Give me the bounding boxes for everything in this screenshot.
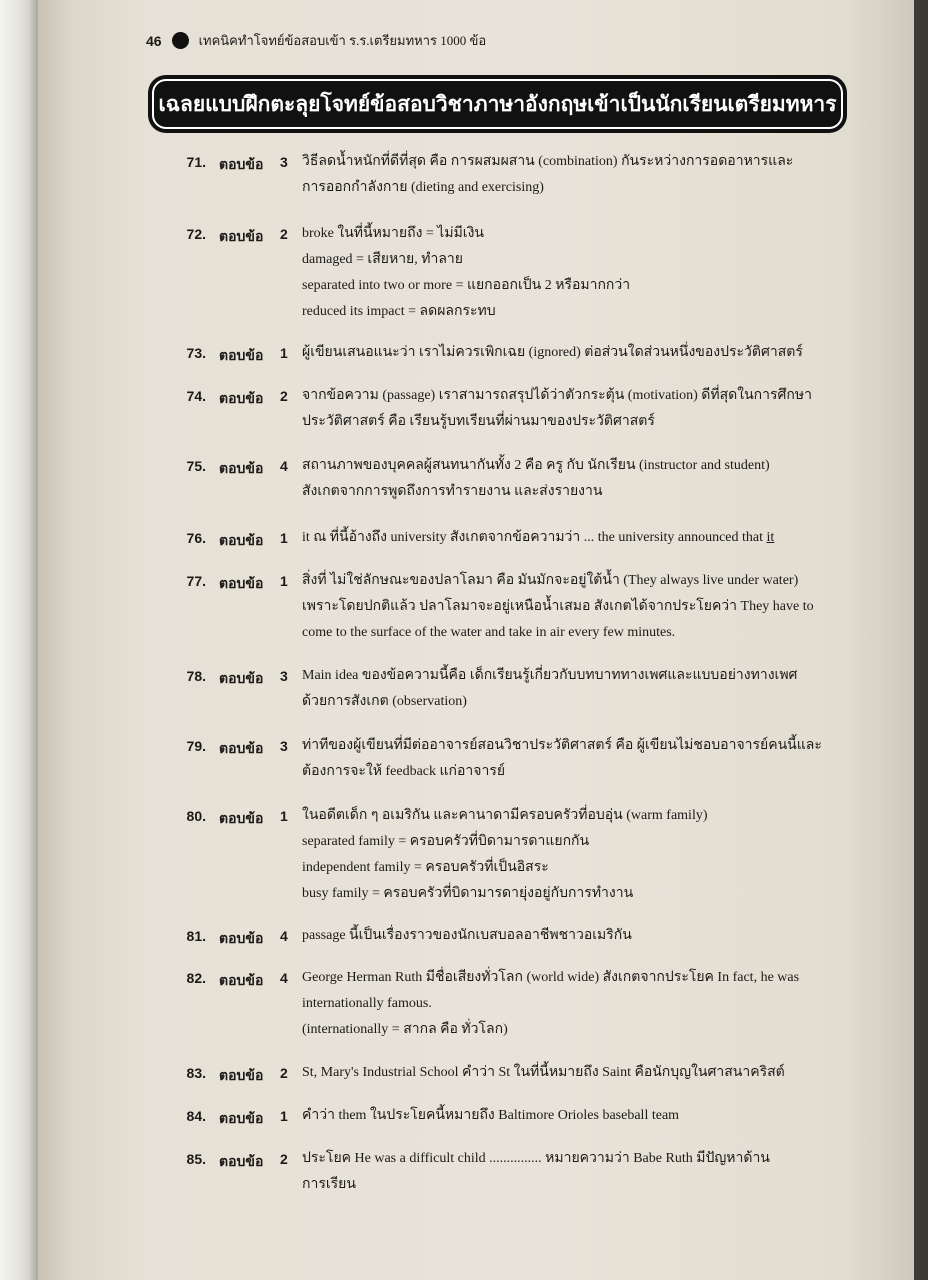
answer-number: 80. [186, 808, 206, 824]
explanation-line: การออกกำลังกาย (dieting and exercising) [302, 180, 544, 195]
answer-number: 82. [186, 970, 206, 986]
explanation-line: จากข้อความ (passage) เราสามารถสรุปได้ว่าตัวกระตุ้น (motivation) ดีที่สุดในการศึกษา [302, 388, 812, 403]
answer-number: 83. [186, 1065, 206, 1081]
explanation-line: St, Mary's Industrial School คำว่า St ในที่นี้หมายถึง Saint คือนักบุญในศาสนาคริสต์ [302, 1065, 785, 1080]
answer-choice: 1 [280, 530, 288, 546]
explanation-line: ประโยค He was a difficult child ............... หมายความว่า Babe Ruth มีปัญหาด้าน [302, 1151, 770, 1166]
answer-label: ตอบข้อ [219, 741, 264, 757]
answer-explanation [302, 1146, 848, 1198]
explanation-line: passage นี้เป็นเรื่องราวของนักเบสบอลอาชีพชาวอเมริกัน [302, 928, 632, 943]
answer-choice: 2 [280, 388, 288, 404]
answer-label: ตอบข้อ [219, 1068, 264, 1084]
explanation-line: สิ่งที่ ไม่ใช่ลักษณะของปลาโลมา คือ มันมักจะอยู่ใต้น้ำ (They always live under water) [302, 573, 799, 588]
answer-label: ตอบข้อ [219, 973, 264, 989]
answer-label: ตอบข้อ [219, 811, 264, 827]
explanation-line: come to the surface of the water and take in air every few minutes. [302, 625, 676, 640]
explanation-line: damaged = เสียหาย, ทำลาย [302, 252, 463, 267]
answer-label: ตอบข้อ [219, 229, 264, 245]
answer-number: 81. [186, 928, 206, 944]
explanation-line: separated into two or more = แยกออกเป็น 2 หรือมากกว่า [302, 278, 631, 293]
explanation-line: สังเกตจากการพูดถึงการทำรายงาน และส่งรายงาน [302, 484, 603, 499]
answer-explanation [302, 525, 848, 551]
explanation-line: ในอดีตเด็ก ๆ อเมริกัน และคานาดามีครอบครัวที่อบอุ่น (warm family) [302, 808, 708, 823]
answer-choice: 1 [280, 808, 288, 824]
explanation-line: (internationally = สากล คือ ทั่วโลก) [302, 1022, 508, 1037]
running-header [146, 30, 486, 51]
explanation-line: ท่าทีของผู้เขียนที่มีต่ออาจารย์สอนวิชาประวัติศาสตร์ คือ ผู้เขียนไม่ชอบอาจารย์คนนี้และ [302, 738, 822, 753]
answer-label: ตอบข้อ [219, 348, 264, 364]
answer-choice: 1 [280, 573, 288, 589]
explanation-line: วิธีลดน้ำหนักที่ดีที่สุด คือ การผสมผสาน (combination) กันระหว่างการอดอาหารและ [302, 154, 794, 169]
answer-label: ตอบข้อ [219, 1154, 264, 1170]
explanation-line: it ณ ที่นี้อ้างถึง university สังเกตจากข้อความว่า ... the university announced that it [302, 530, 775, 545]
answer-number: 73. [186, 345, 206, 361]
answer-choice: 4 [280, 928, 288, 944]
answer-explanation [302, 663, 848, 715]
answer-choice: 3 [280, 154, 288, 170]
answer-explanation [302, 965, 848, 1043]
explanation-line: การเรียน [302, 1177, 356, 1192]
book-page [38, 0, 914, 1280]
answer-explanation [302, 221, 848, 325]
explanation-line: busy family = ครอบครัวที่บิดามารดายุ่งอยู่กับการทำงาน [302, 886, 634, 901]
answer-choice: 3 [280, 738, 288, 754]
answer-number: 72. [186, 226, 206, 242]
answer-number: 78. [186, 668, 206, 684]
underlined-word: it [766, 530, 775, 545]
answer-explanation [302, 1103, 848, 1129]
answer-choice: 2 [280, 226, 288, 242]
answer-choice: 3 [280, 668, 288, 684]
answer-explanation [302, 803, 848, 907]
explanation-line: George Herman Ruth มีชื่อเสียงทั่วโลก (world wide) สังเกตจากประโยค In fact, he was [302, 970, 800, 985]
answer-number: 85. [186, 1151, 206, 1167]
explanation-line: internationally famous. [302, 996, 432, 1011]
answer-label: ตอบข้อ [219, 671, 264, 687]
answer-number: 79. [186, 738, 206, 754]
answer-number: 76. [186, 530, 206, 546]
answer-explanation [302, 1060, 848, 1086]
answer-number: 77. [186, 573, 206, 589]
answer-label: ตอบข้อ [219, 391, 264, 407]
answer-choice: 1 [280, 1108, 288, 1124]
book-page-edge [0, 0, 38, 1280]
book-spine-shadow [914, 0, 928, 1280]
answer-label: ตอบข้อ [219, 576, 264, 592]
answer-explanation [302, 568, 848, 646]
answer-number: 71. [186, 154, 206, 170]
explanation-line: ด้วยการสังเกต (observation) [302, 694, 467, 709]
answer-label: ตอบข้อ [219, 931, 264, 947]
answer-explanation [302, 149, 848, 201]
explanation-line: separated family = ครอบครัวที่บิดามารดาแยกกัน [302, 834, 590, 849]
answer-label: ตอบข้อ [219, 1111, 264, 1127]
answer-explanation [302, 453, 848, 505]
answer-choice: 1 [280, 345, 288, 361]
explanation-line: ประวัติศาสตร์ คือ เรียนรู้บทเรียนที่ผ่านมาของประวัติศาสตร์ [302, 414, 655, 429]
explanation-line: reduced its impact = ลดผลกระทบ [302, 304, 496, 319]
explanation-line: broke ในที่นี้หมายถึง = ไม่มีเงิน [302, 226, 484, 241]
running-title: เทคนิคทำโจทย์ข้อสอบเข้า ร.ร.เตรียมทหาร 1000 ข้อ [198, 33, 487, 48]
answer-explanation [302, 383, 848, 435]
answer-choice: 2 [280, 1151, 288, 1167]
explanation-line: คำว่า them ในประโยคนี้หมายถึง Baltimore Orioles baseball team [302, 1108, 680, 1123]
answer-number: 84. [186, 1108, 206, 1124]
answer-number: 75. [186, 458, 206, 474]
explanation-line: ผู้เขียนเสนอแนะว่า เราไม่ควรเพิกเฉย (ignored) ต่อส่วนใดส่วนหนึ่งของประวัติศาสตร์ [302, 345, 803, 360]
explanation-line: เพราะโดยปกติแล้ว ปลาโลมาจะอยู่เหนือน้ำเสมอ สังเกตได้จากประโยคว่า They have to [302, 599, 814, 614]
bullet-icon [172, 32, 189, 49]
explanation-line: Main idea ของข้อความนี้คือ เด็กเรียนรู้เกี่ยวกับบทบาททางเพศและแบบอย่างทางเพศ [302, 668, 798, 683]
answer-choice: 4 [280, 458, 288, 474]
answer-label: ตอบข้อ [219, 157, 264, 173]
banner-title: เฉลยแบบฝึกตะลุยโจทย์ข้อสอบวิชาภาษาอังกฤษเข้าเป็นนักเรียนเตรียมทหาร [152, 79, 843, 129]
page-number: 46 [146, 32, 162, 49]
answer-explanation [302, 923, 848, 949]
answer-label: ตอบข้อ [219, 533, 264, 549]
section-banner [148, 75, 847, 133]
answer-label: ตอบข้อ [219, 461, 264, 477]
answer-choice: 4 [280, 970, 288, 986]
answer-explanation [302, 733, 848, 785]
explanation-line: independent family = ครอบครัวที่เป็นอิสระ [302, 860, 549, 875]
answer-explanation [302, 340, 848, 366]
answer-choice: 2 [280, 1065, 288, 1081]
explanation-line: สถานภาพของบุคคลผู้สนทนากันทั้ง 2 คือ ครู กับ นักเรียน (instructor and student) [302, 458, 770, 473]
explanation-line: ต้องการจะให้ feedback แก่อาจารย์ [302, 764, 506, 779]
answer-number: 74. [186, 388, 206, 404]
